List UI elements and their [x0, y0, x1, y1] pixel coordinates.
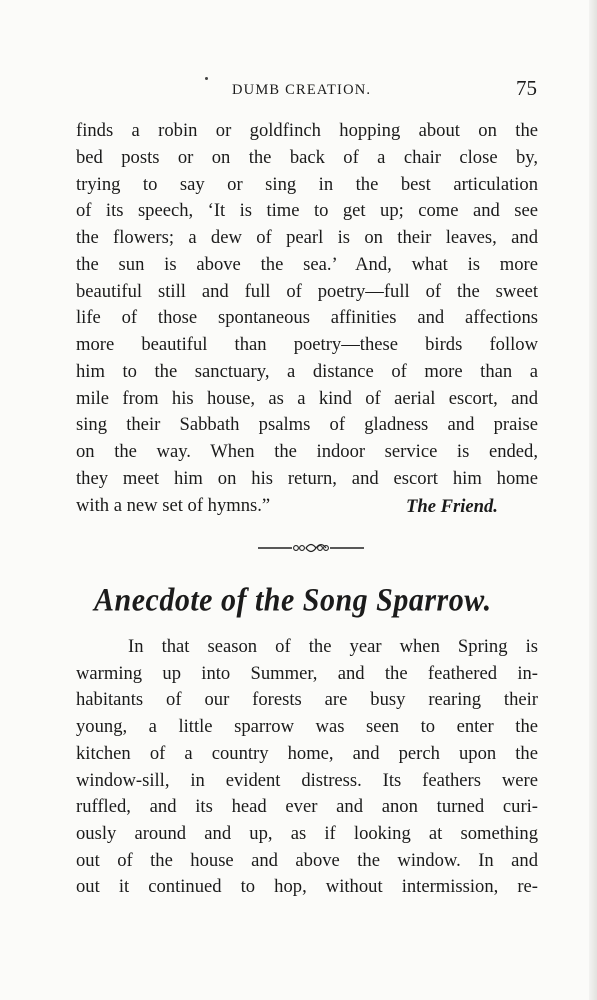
- text-line: more beautiful than poetry—these birds follow: [76, 334, 538, 355]
- text-line: mile from his house, as a kind of aerial escort, and: [76, 388, 538, 409]
- running-head: [0, 76, 597, 104]
- text-line: the sun is above the sea.’ And, what is more: [76, 254, 538, 275]
- text-line: kitchen of a country home, and perch upon the: [76, 743, 538, 764]
- text-line: beautiful still and full of poetry—full of the sweet: [76, 281, 538, 302]
- text-line: ruffled, and its head ever and anon turned curi-: [76, 796, 538, 817]
- text-line: of its speech, ‘It is time to get up; come and see: [76, 200, 538, 221]
- text-line: the flowers; a dew of pearl is on their leaves, and: [76, 227, 538, 248]
- text-line: bed posts or on the back of a chair close by,: [76, 147, 538, 168]
- article-signature: The Friend.: [406, 496, 498, 517]
- text-line: with a new set of hymns.”: [76, 495, 271, 516]
- text-line: out of the house and above the window. In and: [76, 850, 538, 871]
- text-line: warming up into Summer, and the feathered in-: [76, 663, 538, 684]
- text-line: habitants of our forests are busy rearing their: [76, 689, 538, 710]
- ornament-divider: [256, 540, 366, 556]
- text-line: finds a robin or goldfinch hopping about on the: [76, 120, 538, 141]
- text-line: out it continued to hop, without intermission, re-: [76, 876, 538, 897]
- article-heading: Anecdote of the Song Sparrow.: [94, 582, 492, 619]
- text-line: they meet him on his return, and escort him home: [76, 468, 538, 489]
- text-line: on the way. When the indoor service is ended,: [76, 441, 538, 462]
- page-number: 75: [516, 76, 537, 100]
- text-line: life of those spontaneous affinities and affections: [76, 307, 538, 328]
- text-line: him to the sanctuary, a distance of more than a: [76, 361, 538, 382]
- text-line: In that season of the year when Spring is: [128, 636, 538, 657]
- text-line: window-sill, in evident distress. Its feathers were: [76, 770, 538, 791]
- text-line: trying to say or sing in the best articulation: [76, 174, 538, 195]
- text-line: sing their Sabbath psalms of gladness and praise: [76, 414, 538, 435]
- text-line: young, a little sparrow was seen to enter the: [76, 716, 538, 737]
- running-title: DUMB CREATION.: [232, 82, 372, 98]
- page-edge-shadow: [589, 0, 597, 1000]
- text-line: ously around and up, as if looking at something: [76, 823, 538, 844]
